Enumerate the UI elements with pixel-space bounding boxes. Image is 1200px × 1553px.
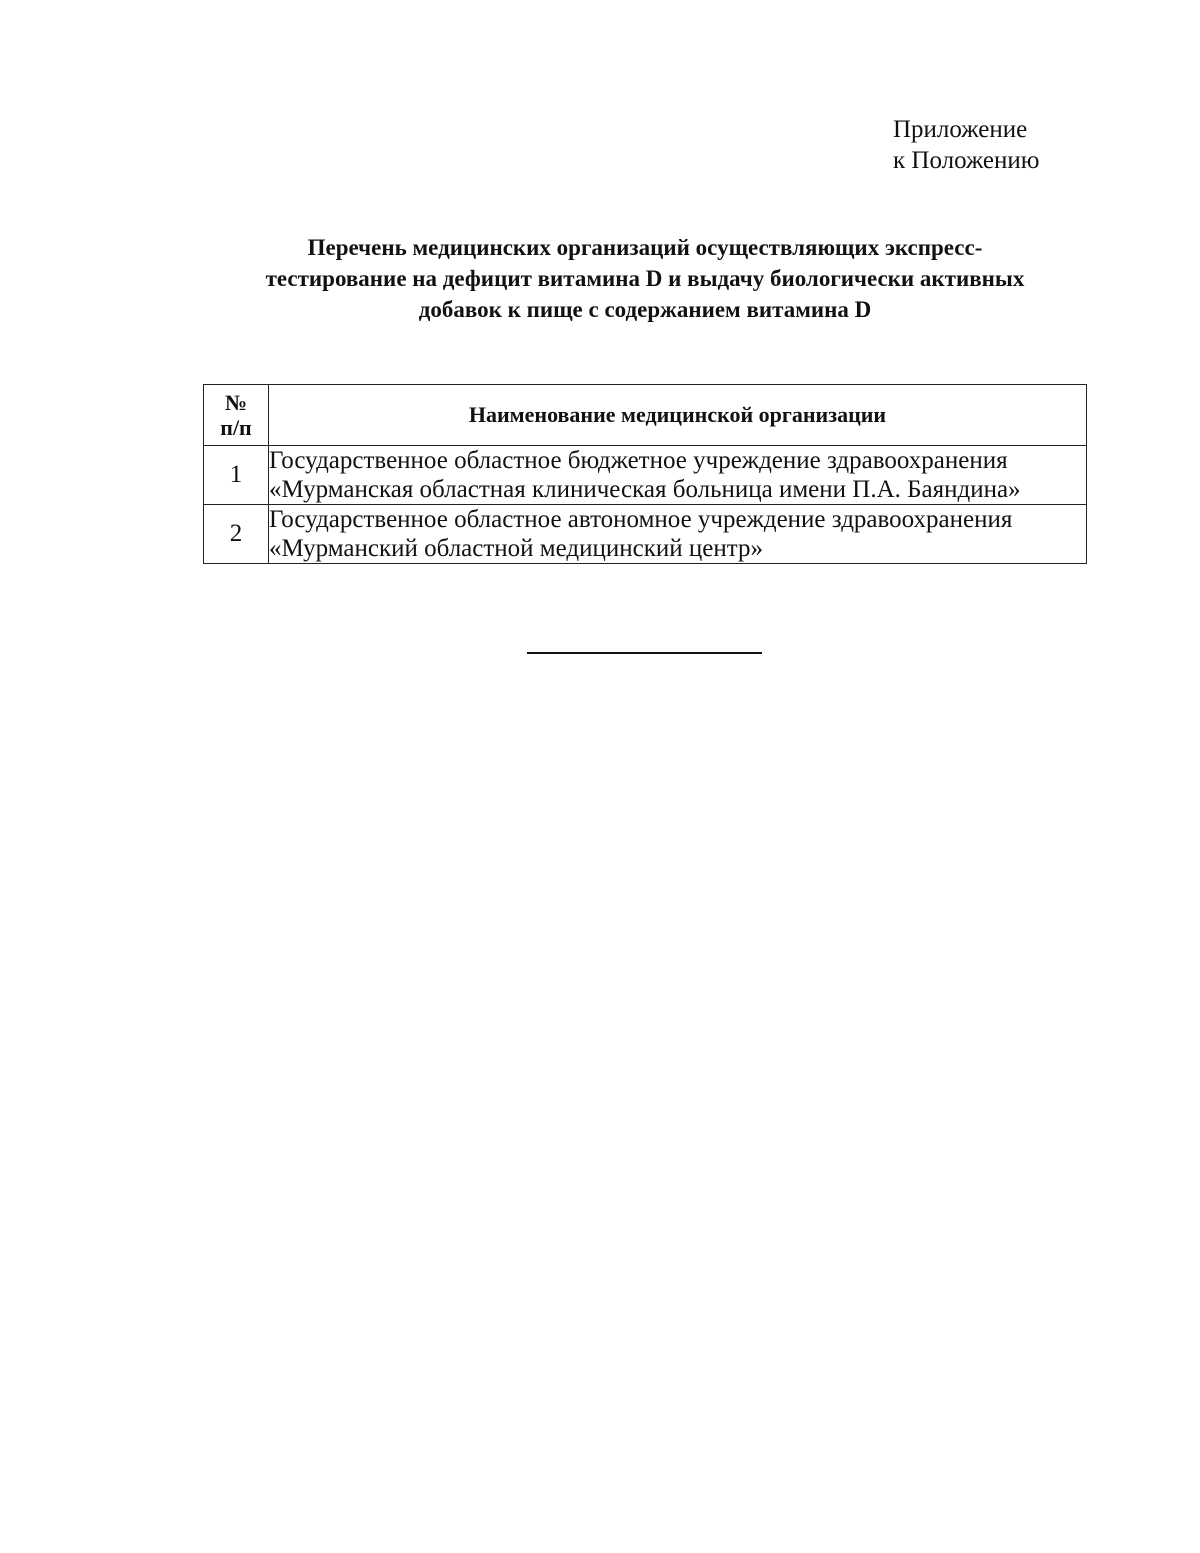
organization-name-line-1: Государственное областное автономное учреждение здравоохранения: [269, 506, 1013, 533]
organization-name-line-2: «Мурманский областной медицинский центр»: [269, 535, 763, 562]
appendix-label: [893, 114, 1039, 176]
document-title: [160, 232, 1130, 325]
header-number: [204, 385, 269, 446]
table-row: [204, 505, 1087, 564]
organization-name-line-2: «Мурманская областная клиническая больница имени П.А. Баяндина»: [269, 476, 1021, 503]
organizations-table: [203, 384, 1087, 564]
document-title-line-2: тестирование на дефицит витамина D и выдачу биологически активных: [265, 266, 1025, 291]
table-row: [204, 446, 1087, 505]
row-number: 2: [204, 505, 269, 564]
appendix-line-1: Приложение: [893, 116, 1028, 143]
organization-name-line-1: Государственное областное бюджетное учреждение здравоохранения: [269, 447, 1008, 474]
header-number-line-1: №: [224, 390, 248, 415]
header-number-line-2: п/п: [220, 415, 252, 440]
organization-name: [269, 505, 1087, 564]
table-header-row: [204, 385, 1087, 446]
organization-name: [269, 446, 1087, 505]
appendix-line-2: к Положению: [893, 147, 1040, 174]
document-title-line-3: добавок к пище с содержанием витамина D: [418, 297, 872, 322]
row-number: 1: [204, 446, 269, 505]
end-of-document-rule: [527, 652, 762, 654]
document-title-line-1: Перечень медицинских организаций осуществляющих экспресс-: [307, 235, 983, 260]
header-organization-name: Наименование медицинской организации: [269, 385, 1087, 446]
